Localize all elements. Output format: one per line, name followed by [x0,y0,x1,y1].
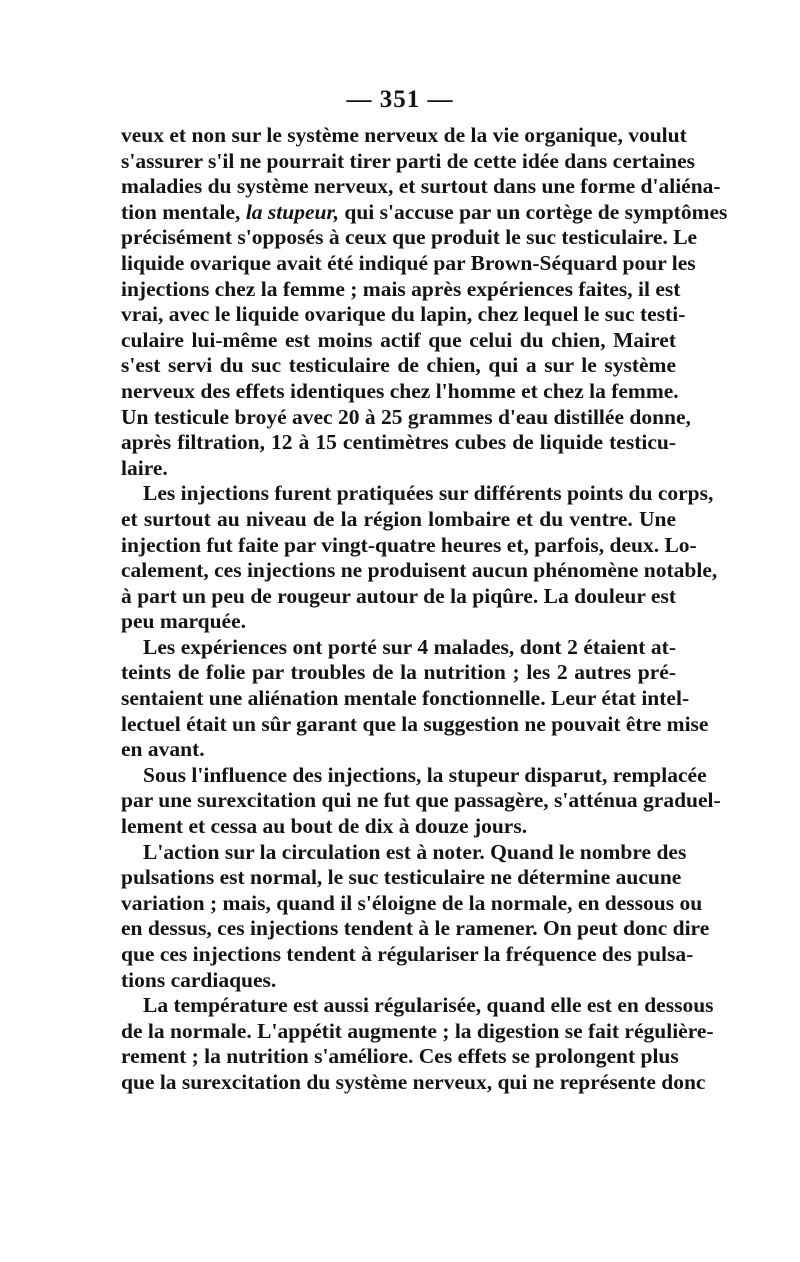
text-segment: liquide ovarique avait été indiqué par Brown-Séquard pour les [121,250,696,275]
text-line [121,250,696,277]
text-line [121,1044,679,1070]
text-segment: de la normale. L'appétit augmente ; la digestion se fait régulière- [121,1018,714,1043]
text-segment: tions cardiaques. [121,967,277,992]
text-line [121,762,707,789]
text-segment: calement, ces injections ne produisent aucun phénomène notable, [121,558,718,583]
body-text [121,123,728,1096]
text-segment: Un testicule broyé avec 20 à 25 grammes d'eau distillée donne, [121,404,691,429]
text-line [121,711,709,738]
text-segment: injection fut faite par vingt-quatre heures et, parfois, deux. Lo- [121,532,697,557]
page-number: — 351 — [346,86,454,113]
text-line [121,378,679,405]
text-segment: et surtout au niveau de la région lombaire et du ventre. Une [121,506,676,531]
text-line [121,353,676,379]
text-segment: teints de folie par troubles de la nutrition ; les 2 autres pré- [121,660,676,685]
text-segment: vrai, avec le liquide ovarique du lapin, chez lequel le suc testi- [121,302,686,327]
text-line [121,737,676,763]
text-segment: précisément s'opposés à ceux que produit le suc testiculaire. Le [121,225,698,250]
text-line [121,328,676,354]
text-line [121,584,676,610]
text-line [121,148,696,175]
text-segment: s'assurer s'il ne pourrait tirer parti de cette idée dans certaines [121,148,696,173]
text-line [121,993,714,1019]
text-line [121,660,676,686]
text-line [121,199,728,226]
text-segment: variation ; mais, quand il s'éloigne de la normale, en dessous ou [121,890,703,915]
text-line [121,865,682,891]
text-segment: tion mentale, [121,199,246,224]
text-line [121,532,697,559]
text-segment: que la surexcitation du système nerveux, qui ne représente donc [121,1069,706,1094]
text-segment: en dessus, ces injections tendent à le ramener. On peut donc dire [121,916,710,941]
text-line [121,302,686,328]
text-line [121,404,691,431]
text-line [121,174,721,200]
text-line [121,968,676,994]
text-segment: culaire lui-même est moins actif que celui du chien, Mairet [121,327,676,352]
text-line [121,481,714,507]
text-line [121,225,698,251]
text-line [121,890,703,917]
italic-text: la stupeur, [245,199,340,224]
text-segment: que ces injections tendent à régulariser la fréquence des pulsa- [121,942,694,966]
text-line [121,456,676,482]
text-segment: veux et non sur le système nerveux de la vie organique, voulut [121,123,687,147]
text-segment: Sous l'influence des injections, la stupeur disparut, remplacée [143,762,707,787]
text-segment: en avant. [121,737,205,762]
text-segment: après filtration, 12 à 15 centimètres cubes de liquide testicu- [121,430,676,455]
text-segment: Les expériences ont porté sur 4 malades, dont 2 étaient at- [143,634,676,659]
text-segment: laire. [121,455,168,480]
text-line [121,430,676,456]
text-segment: La température est aussi régularisée, quand elle est en dessous [143,993,714,1018]
text-line [121,507,676,533]
text-line [121,839,687,866]
text-segment: injections chez la femme ; mais après expériences faites, il est [121,276,681,301]
text-line [121,814,676,840]
text-line [121,916,710,942]
text-segment: pulsations est normal, le suc testiculaire ne détermine aucune [121,865,682,890]
text-segment: L'action sur la circulation est à noter. Quand le nombre des [143,839,687,864]
text-line [121,788,721,814]
text-line [121,1018,714,1045]
text-segment: à part un peu de rougeur autour de la piqûre. La douleur est [121,583,676,608]
text-segment: nerveux des effets identiques chez l'homme et chez la femme. [121,378,679,403]
text-segment: s'est servi du suc testiculaire de chien, qui a sur le système [121,353,676,378]
text-segment: qui s'accuse par un cortège de symptômes [339,199,728,224]
text-line [121,686,690,712]
text-line [121,123,687,149]
text-segment: maladies du système nerveux, et surtout dans une forme d'aliéna- [121,174,721,199]
text-line [121,609,676,635]
text-line [121,942,694,968]
text-segment: lectuel était un sûr garant que la suggestion ne pouvait être mise [121,711,709,736]
text-segment: peu marquée. [121,609,247,634]
text-segment: Les injections furent pratiquées sur différents points du corps, [143,481,714,506]
text-segment: rement ; la nutrition s'améliore. Ces effets se prolongent plus [121,1044,679,1069]
text-line [121,558,718,584]
text-segment: lement et cessa au bout de dix à douze jours. [121,814,528,839]
text-segment: sentaient une aliénation mentale fonctionnelle. Leur état intel- [121,686,690,711]
text-line [121,1069,706,1096]
text-line [121,276,681,303]
text-segment: par une surexcitation qui ne fut que passagère, s'atténua graduel- [121,788,721,813]
text-line [121,635,676,661]
